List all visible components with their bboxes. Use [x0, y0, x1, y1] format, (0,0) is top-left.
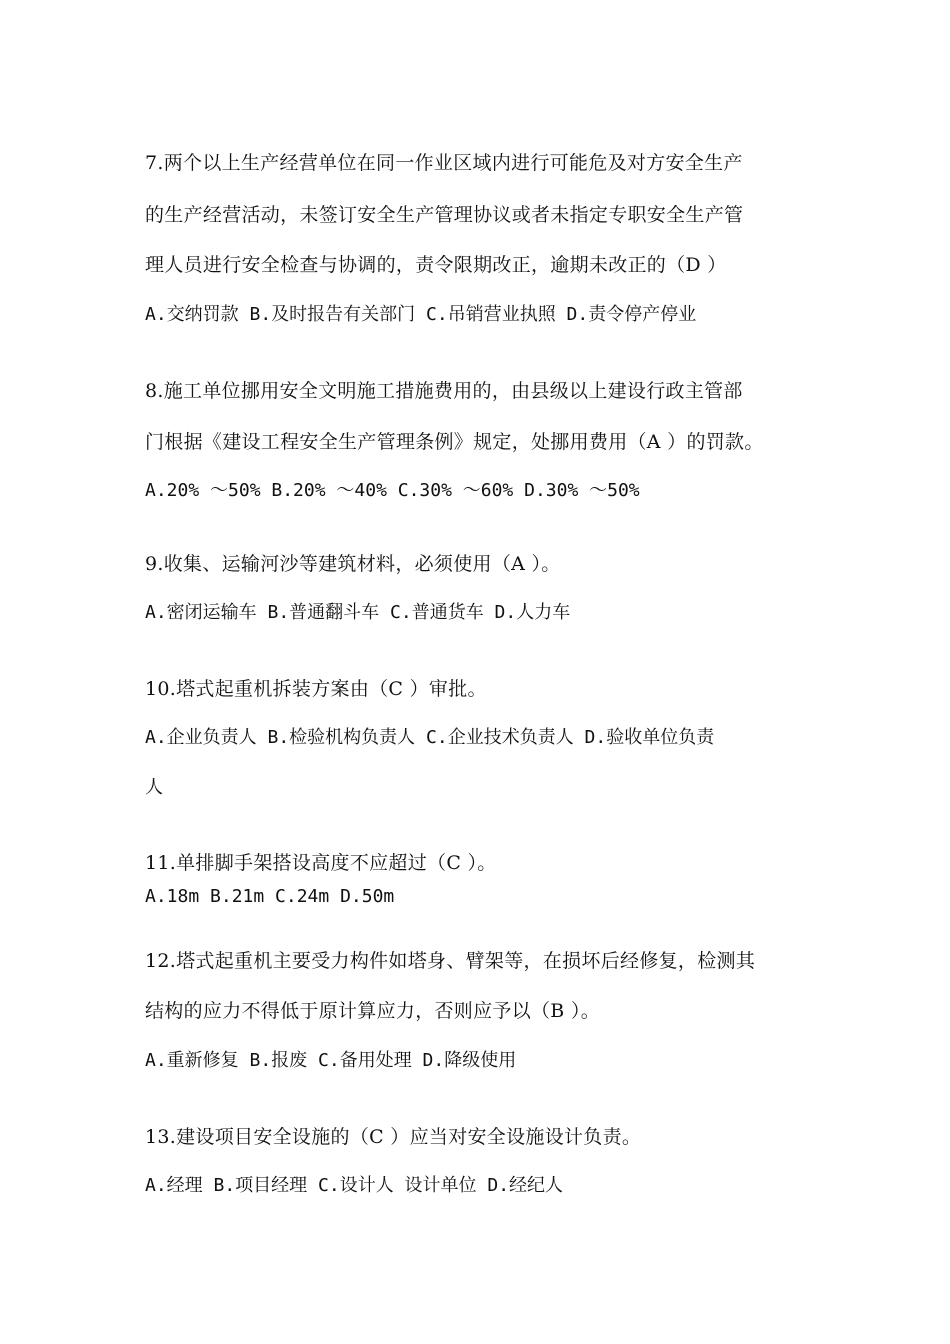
question-13-options: A.经理 B.项目经理 C.设计人 设计单位 D.经纪人 — [145, 1175, 564, 1196]
question-10-line-1: 10.塔式起重机拆装方案由（C ）审批。 — [145, 678, 487, 700]
question-11-line-1: 11.单排脚手架搭设高度不应超过（C ）。 — [145, 852, 497, 874]
question-8-line-1: 8.施工单位挪用安全文明施工措施费用的，由县级以上建设行政主管部 — [145, 380, 743, 402]
question-12-line-2: 结构的应力不得低于原计算应力，否则应予以（B ）。 — [145, 1000, 601, 1022]
question-13-line-1: 13.建设项目安全设施的（C ）应当对安全设施设计负责。 — [145, 1126, 642, 1148]
question-9-line-1: 9.收集、运输河沙等建筑材料，必须使用（A ）。 — [145, 553, 561, 575]
question-7-options: A.交纳罚款 B.及时报告有关部门 C.吊销营业执照 D.责令停产停业 — [145, 304, 697, 325]
question-7-line-3: 理人员进行安全检查与协调的，责令限期改正，逾期未改正的（D ） — [145, 254, 727, 276]
question-10-options-cont: 人 — [145, 777, 163, 798]
question-7-line-2: 的生产经营活动，未签订安全生产管理协议或者未指定专职安全生产管 — [145, 204, 744, 226]
question-9-options: A.密闭运输车 B.普通翻斗车 C.普通货车 D.人力车 — [145, 602, 571, 623]
question-12-options: A.重新修复 B.报废 C.备用处理 D.降级使用 — [145, 1050, 517, 1071]
question-7-line-1: 7.两个以上生产经营单位在同一作业区域内进行可能危及对方安全生产 — [145, 152, 743, 174]
question-12-line-1: 12.塔式起重机主要受力构件如塔身、臂架等，在损坏后经修复，检测其 — [145, 950, 756, 972]
question-11-options: A.18m B.21m C.24m D.50m — [145, 886, 395, 907]
question-8-line-2: 门根据《建设工程安全生产管理条例》规定，处挪用费用（A ）的罚款。 — [145, 431, 764, 453]
question-10-options: A.企业负责人 B.检验机构负责人 C.企业技术负责人 D.验收单位负责 — [145, 727, 715, 748]
question-8-options: A.20% ～50% B.20% ～40% C.30% ～60% D.30% ～50% — [145, 480, 640, 501]
